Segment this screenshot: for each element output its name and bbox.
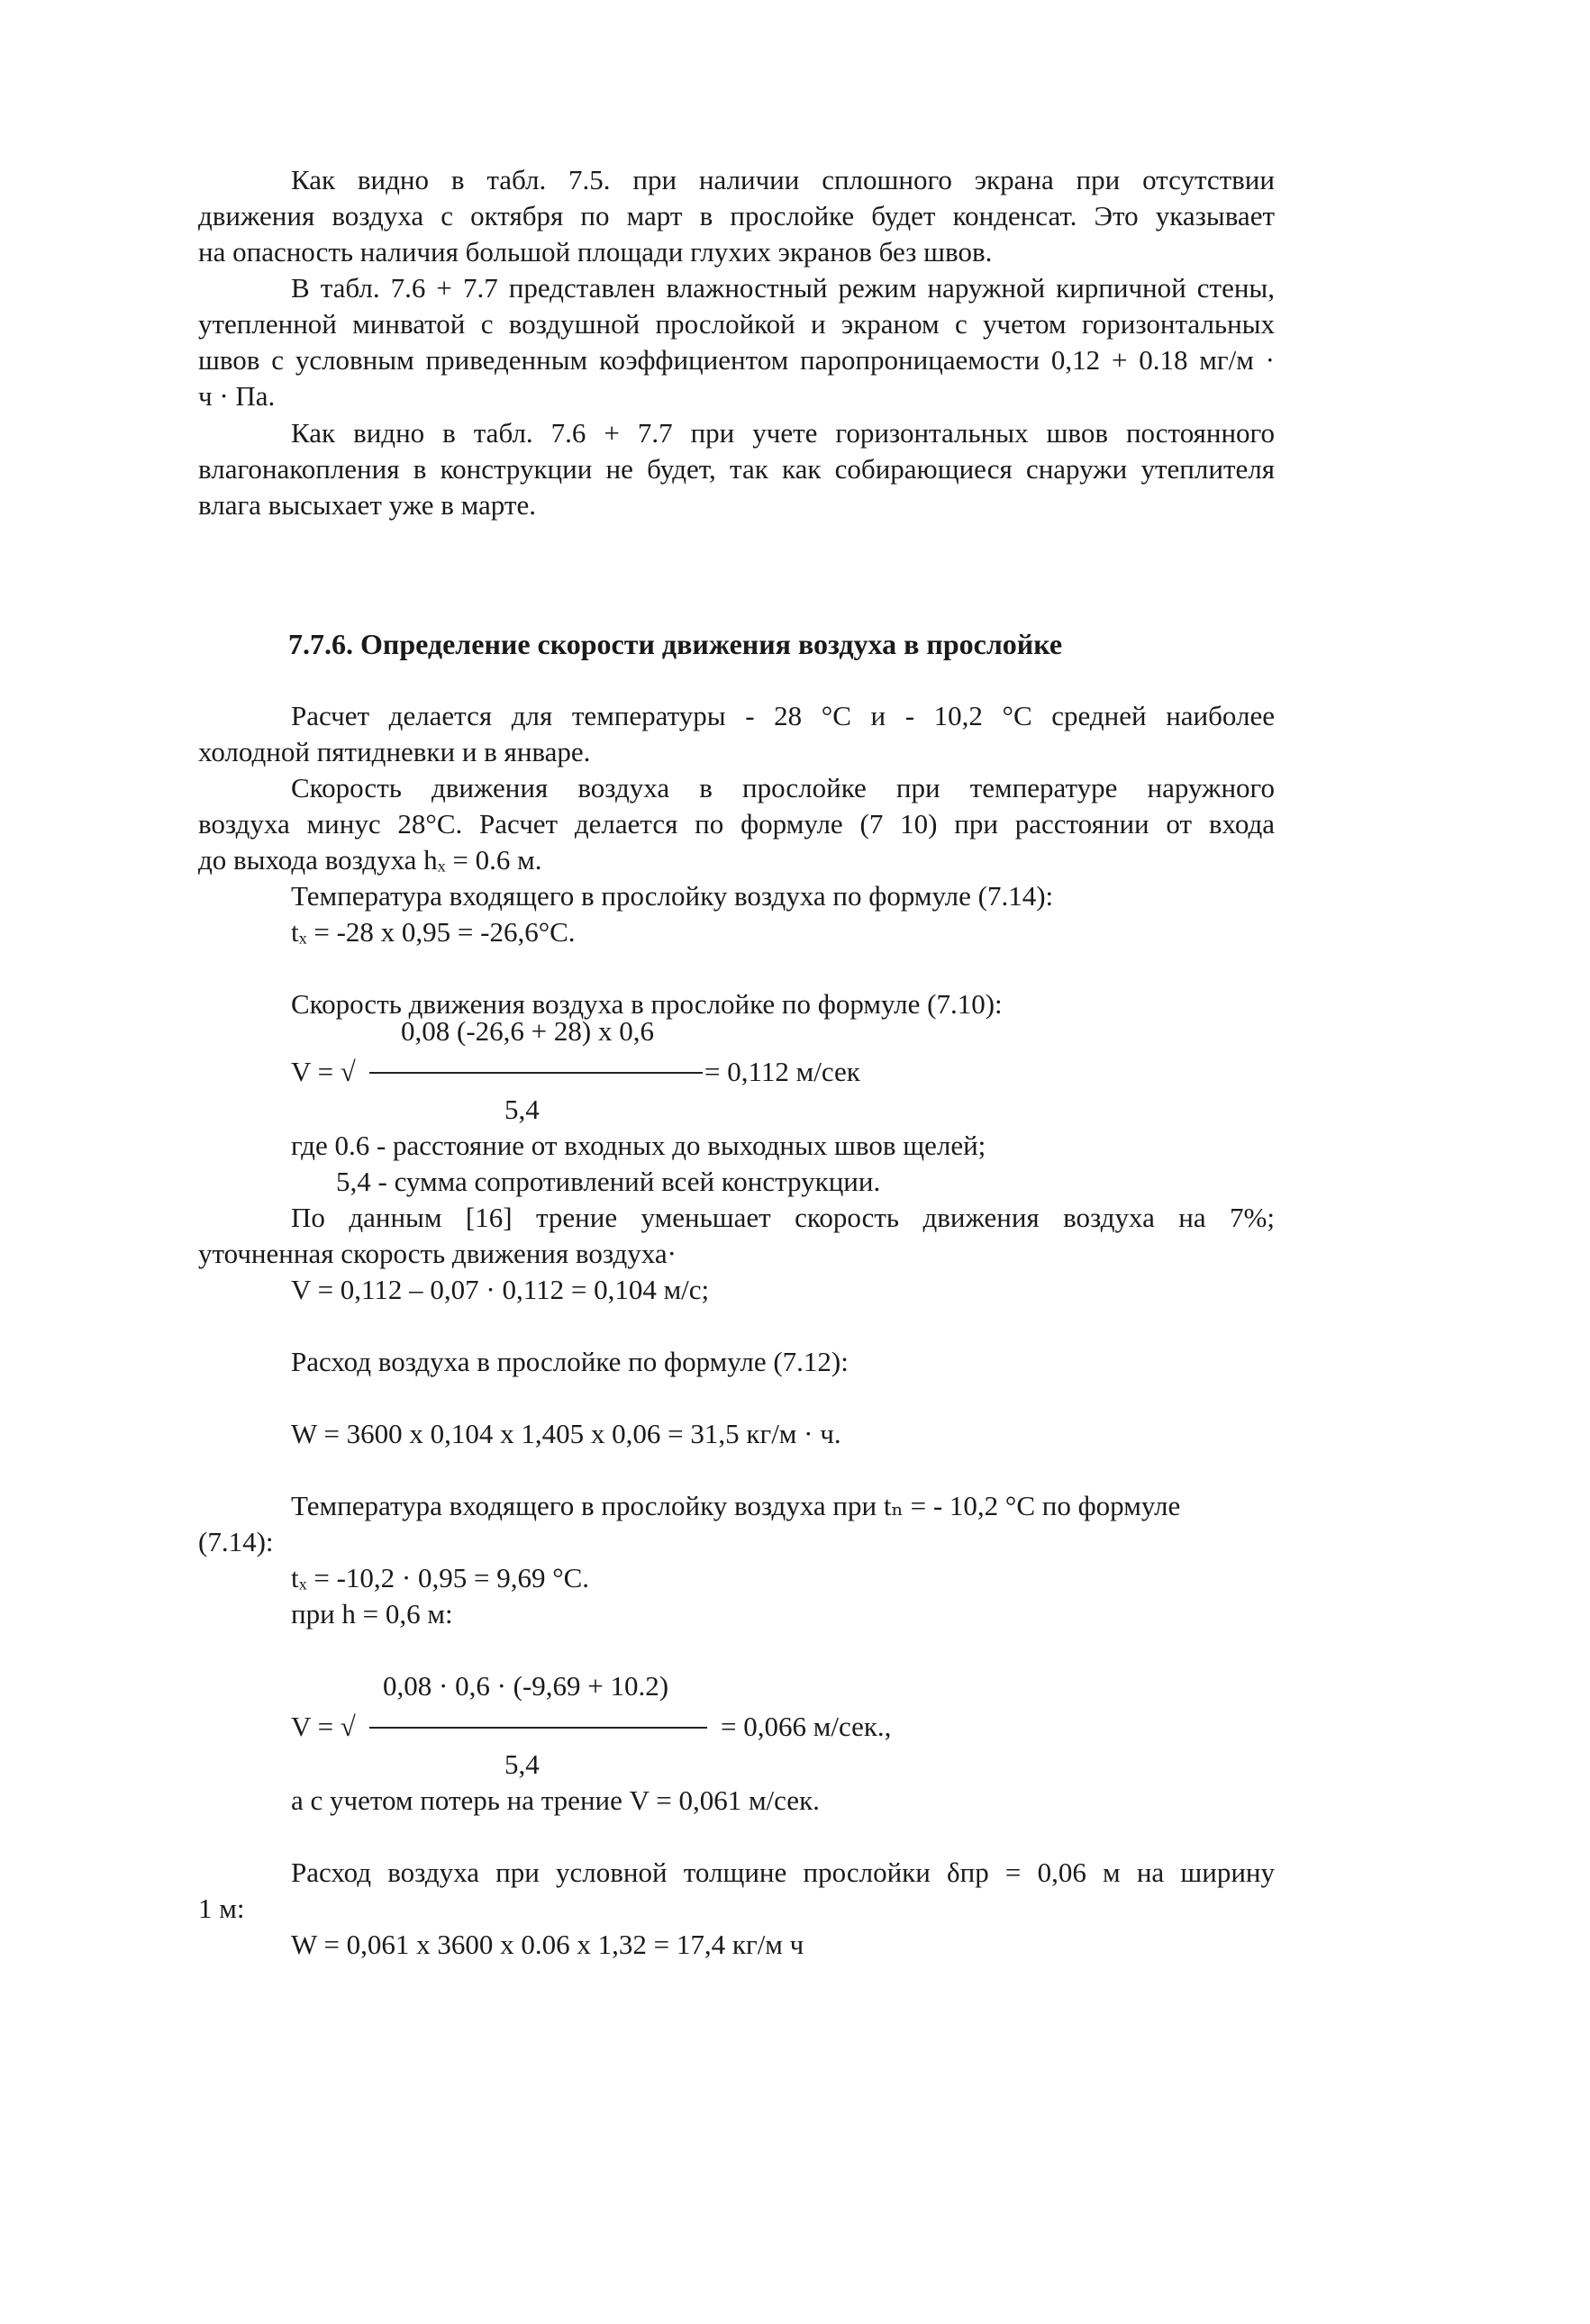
calc1-flow-label: Расход воздуха в прослойке по формуле (7.12): (291, 1346, 849, 1377)
calc1-temp-in-label: Температура входящего в прослойку воздуха по формуле (7.14): (291, 880, 1054, 912)
calc1-temp-in-formula: tₓ = -28 x 0,95 = -26,6°С. (291, 916, 576, 948)
p3-line-2: влагонакопления в конструкции не будет, так как собирающиеся снаружи утеплителя (198, 453, 1275, 485)
p1-line-2: движения воздуха с октября по март в прослойке будет конденсат. Это указывает (198, 200, 1275, 231)
calc2-v-lhs: V = √ (291, 1711, 356, 1742)
p2-line-1: В табл. 7.6 + 7.7 представлен влажностный режим наружной кирпичной стены, (291, 272, 1275, 304)
calc2-v-result: = 0,066 м/сек., (721, 1711, 892, 1742)
calc1-v-numerator: 0,08 (-26,6 + 28) x 0,6 (401, 1015, 654, 1047)
calc2-temp-formula: tₓ = -10,2 · 0,95 = 9,69 °С. (291, 1562, 590, 1593)
p2-line-4: ч · Па. (198, 380, 276, 412)
calc1-where-2: 5,4 - сумма сопротивлений всей конструкции. (336, 1166, 881, 1197)
calc1-intro-2: холодной пятидневки и в январе. (198, 736, 591, 767)
calc1-fraction-bar (369, 1072, 703, 1074)
p2-line-2: утепленной минватой с воздушной прослойкой и экраном с учетом горизонтальных (198, 308, 1275, 340)
p1-line-1: Как видно в табл. 7.5. при наличии сплошного экрана при отсутствии (291, 164, 1275, 195)
calc1-v-result: = 0,112 м/сек (704, 1056, 860, 1087)
calc2-temp-label-1: Температура входящего в прослойку воздуха при tₙ = - 10,2 °С по формуле (291, 1490, 1181, 1521)
calc1-speed-label: Скорость движения воздуха в прослойке по формуле (7.10): (291, 988, 1003, 1020)
calc2-flow-formula: W = 0,061 x 3600 x 0.06 x 1,32 = 17,4 кг/м ч (291, 1929, 804, 1960)
section-heading: 7.7.6. Определение скорости движения воздуха в прослойке (288, 628, 1063, 660)
calc1-intro-1: Расчет делается для температуры - 28 °С и - 10,2 °С средней наиболее (291, 700, 1275, 731)
calc1-v-refined: V = 0,112 – 0,07 · 0,112 = 0,104 м/с; (291, 1274, 710, 1305)
p3-line-3: влага высыхает уже в марте. (198, 489, 536, 521)
calc2-h-value: при h = 0,6 м: (291, 1598, 453, 1630)
calc1-speed-intro-1: Скорость движения воздуха в прослойке при температуре наружного (291, 772, 1275, 803)
calc1-v-lhs: V = √ (291, 1056, 356, 1087)
p3-line-1: Как видно в табл. 7.6 + 7.7 при учете горизонтальных швов постоянного (291, 417, 1275, 449)
calc1-friction-2: уточненная скорость движения воздуха· (198, 1238, 677, 1269)
calc2-v-denominator: 5,4 (504, 1748, 540, 1780)
calc1-v-denominator: 5,4 (504, 1094, 540, 1125)
calc2-flow-label-2: 1 м: (198, 1893, 245, 1924)
p2-line-3: швов с условным приведенным коэффициентом паропроницаемости 0,12 + 0.18 мг/м · (198, 344, 1275, 376)
calc1-where-1: где 0.6 - расстояние от входных до выходных швов щелей; (291, 1130, 986, 1161)
calc2-temp-label-2: (7.14): (198, 1526, 274, 1557)
calc1-friction-1: По данным [16] трение уменьшает скорость движения воздуха на 7%; (291, 1202, 1275, 1233)
calc1-flow-formula: W = 3600 x 0,104 x 1,405 x 0,06 = 31,5 кг/м · ч. (291, 1418, 841, 1449)
calc2-flow-label-1: Расход воздуха при условной толщине прослойки δпр = 0,06 м на ширину (291, 1856, 1275, 1888)
calc2-v-numerator: 0,08 · 0,6 · (-9,69 + 10.2) (383, 1670, 669, 1702)
p1-line-3: на опасность наличия большой площади глухих экранов без швов. (198, 236, 993, 268)
calc1-speed-intro-2: воздуха минус 28°С. Расчет делается по формуле (7 10) при расстоянии от входа (198, 808, 1275, 840)
calc2-fraction-bar (369, 1727, 707, 1729)
calc1-speed-intro-3: до выхода воздуха hₓ = 0.6 м. (198, 844, 542, 876)
calc2-friction-result: а с учетом потерь на трение V = 0,061 м/сек. (291, 1784, 820, 1816)
